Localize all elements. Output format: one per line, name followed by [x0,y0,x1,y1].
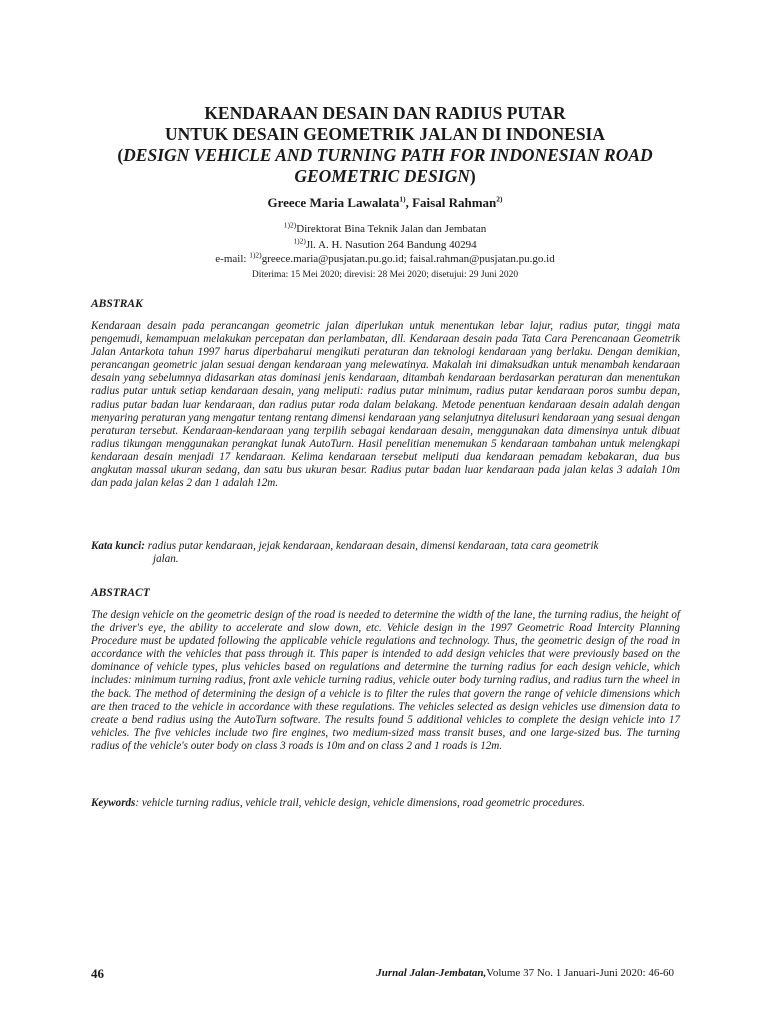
title-line-3: (DESIGN VEHICLE AND TURNING PATH FOR INDONESIAN ROAD [117,145,653,165]
author-list: Greece Maria Lawalata$^{1)}$, Faisal Rahman$^{2)}$ [267,194,503,210]
abstrak-body: Kendaraan desain pada perancangan geometric jalan diperlukan untuk menentukan lebar lajur, radius putar, tinggi mata pengemudi, kemampuan melakukan percepatan dan perlambatan, dll. Kendaraan desain pada Tata Cara Perencanaan Geometrik Jalan Antarkota tahun 1997 harus diperbaharui mengikuti peraturan dan teknologi kendaraan yang berlaku. Dengan demikian, perancangan geometric jalan sesuai dengan kendaraan yang melewatinya. Makalah ini dimaksudkan untuk menambah kendaraan desain yang sebelumnya didasarkan atas dominasi jenis kendaraan, ditambah kendaraan berdasarkan peraturan dan menentukan radius putar untuk setiap kendaraan desain, yang meliputi: radius putar minimum, radius putar kendaraan poros sumbu depan, radius putar badan luar kendaraan, dan radius putar roda dalam belakang. Metode penentuan kendaraan desain adalah dengan menyaring peraturan yang mengatur tentang rentang dimensi kendaraan yang selanjutnya ditelusuri kendaraan yang sesuai dengan peraturan tersebut. Kendaraan-kendaraan yang terpilih sebagai kendaraan desain, menggunakan data dimensinya untuk dibuat radius tikungan menggunakan perangkat lunak AutoTurn. Hasil penelitian menemukan 5 kendaraan tambahan untuk melengkapi kendaraan desain menjadi 17 kendaraan. Kelima kendaraan tersebut meliputi dua kendaraan pemadam kebakaran, dua bus angkutan massal ukuran sedang, dan satu bus ukuran besar. Radius putar badan luar kendaraan pada jalan kelas 3 adalah 10m dan pada jalan kelas 2 dan 1 adalah 12m. [91,320,680,490]
affiliation-address: $^{1)2)}$Jl. A. H. Nasution 264 Bandung 40294 [293,236,477,251]
author-name: Faisal Rahman [412,195,497,210]
page-number: 46 [91,966,104,981]
paper-title [90,103,680,187]
submission-dates: Diterima: 15 Mei 2020; direvisi: 28 Mei 2020; disetujui: 29 Juni 2020 [251,270,519,280]
affiliation-institution: $^{1)2)}$Direktorat Bina Teknik Jalan dan Jembatan [283,220,487,235]
title-line-2: UNTUK DESAIN GEOMETRIK JALAN DI INDONESIA [165,124,605,144]
title-line-4: GEOMETRIC DESIGN) [294,166,476,186]
abstract-heading: ABSTRACT [91,587,150,599]
affiliation-email: e-mail: $^{1)2)}$greece.maria@pusjatan.pu.go.id; faisal.rahman@pusjatan.pu.go.id [215,250,555,265]
abstrak-keywords: Kata kunci: radius putar kendaraan, jejak kendaraan, kendaraan desain, dimensi kendaraan, tata cara geometrik jalan. [91,540,599,566]
title-line-1: KENDARAAN DESAIN DAN RADIUS PUTAR [204,103,566,123]
abstrak-heading: ABSTRAK [91,298,143,310]
author-name: Greece Maria Lawalata [267,195,400,210]
abstract-body: The design vehicle on the geometric design of the road is needed to determine the width of the lane, the turning radius, the height of the driver's eye, the ability to accelerate and slow down, etc. Vehicle design in the 1997 Geometric Road Intercity Planning Procedure must be updated following the applicable vehicle regulations and technology. Thus, the geometric design of the road in accordance with the vehicles that pass through it. This paper is intended to add design vehicles that were previously based on the dominance of vehicle types, plus vehicles based on regulations and determine the turning radius for each design vehicle, which includes: minimum turning radius, front axle vehicle turning radius, vehicle outer body turning radius, and radius turn the wheel in the back. The method of determining the design of a vehicle is to filter the rules that govern the range of vehicle dimensions which are then traced to the vehicle in accordance with these regulations. The vehicles selected as design vehicles use dimension data to create a bend radius using the AutoTurn software. The results found 5 additional vehicles to complete the design vehicle into 17 vehicles. The five vehicles include two fire engines, two medium-sized mass transit buses, and one large-sized bus. The turning radius of the vehicle's outer body on class 3 roads is 10m and on class 2 and 1 roads is 12m. [91,609,680,752]
abstract-keywords: Keywords: vehicle turning radius, vehicle trail, vehicle design, vehicle dimensions, road geometric procedures. [91,797,585,809]
journal-citation: Jurnal Jalan-Jembatan,Volume 37 No. 1 Januari-Juni 2020: 46-60 [376,967,674,979]
